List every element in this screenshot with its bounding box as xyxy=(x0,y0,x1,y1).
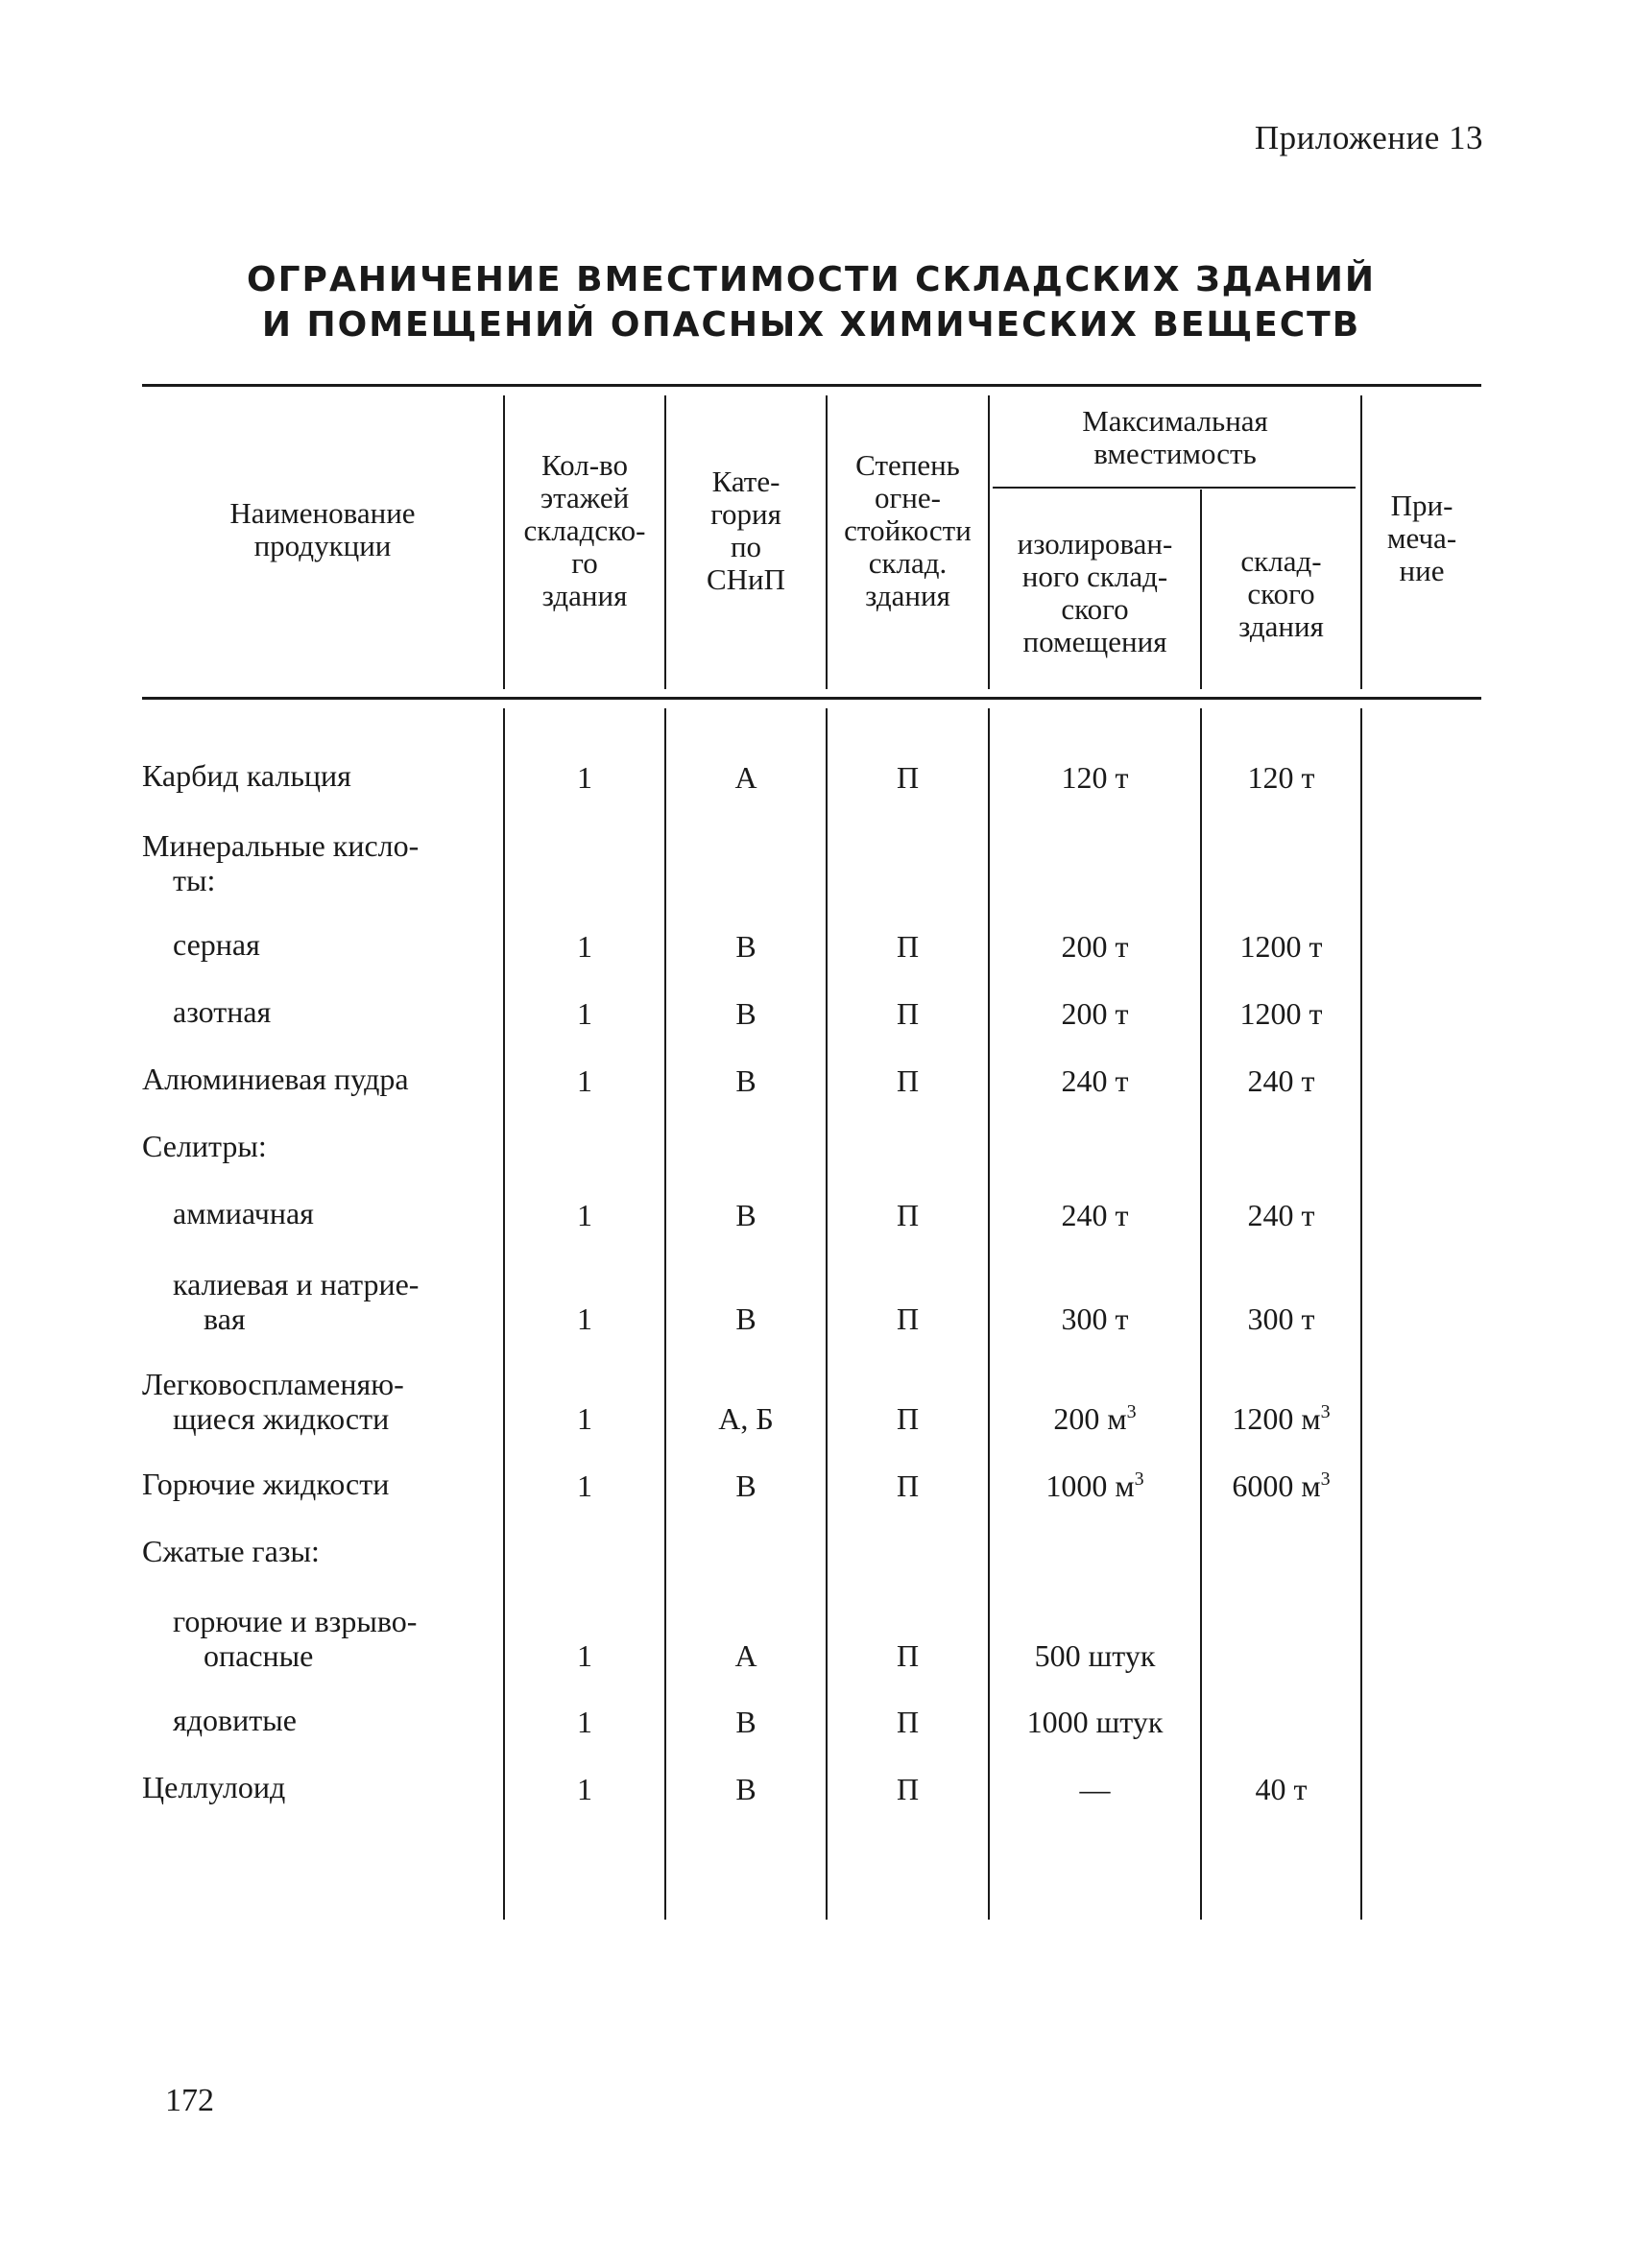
cell-category xyxy=(666,929,826,964)
cell-floors xyxy=(505,1705,664,1739)
cell-value: 1 xyxy=(577,1401,592,1436)
cell-value: В xyxy=(735,1705,756,1739)
cell-value: 200 м xyxy=(1053,1401,1127,1436)
cell-value: 1 xyxy=(577,760,592,795)
cell-fire xyxy=(828,1301,988,1336)
body-divider xyxy=(1360,708,1362,1920)
cell-isolated xyxy=(990,1468,1200,1503)
cell-fire xyxy=(828,1772,988,1806)
unit-superscript: 3 xyxy=(1320,1401,1331,1422)
cell-category xyxy=(666,1705,826,1739)
product-name-line: серная xyxy=(173,927,260,962)
header-line: склад. xyxy=(868,546,948,580)
cell-value: А xyxy=(734,760,757,795)
product-name xyxy=(142,1129,488,1163)
unit-superscript: 3 xyxy=(1126,1401,1137,1422)
cell-category xyxy=(666,1772,826,1806)
cell-value: 1 xyxy=(577,1301,592,1336)
cell-fire xyxy=(828,760,988,795)
product-name-line: Минеральные кисло- xyxy=(142,828,420,863)
cell-isolated xyxy=(990,929,1200,964)
product-name xyxy=(173,1604,490,1673)
cell-value: 240 т xyxy=(1247,1063,1315,1098)
cell-fire xyxy=(828,1468,988,1503)
header-line: изолирован- xyxy=(1017,527,1173,561)
cell-value: П xyxy=(896,1638,920,1673)
cell-value: 500 штук xyxy=(1034,1638,1156,1673)
cell-value: 1 xyxy=(577,1638,592,1673)
product-name-line: Легковоспламеняю- xyxy=(142,1367,404,1401)
cell-value: 1 xyxy=(577,1198,592,1232)
unit-superscript: 3 xyxy=(1320,1468,1331,1490)
header-line: Наименование xyxy=(229,496,416,530)
cell-fire xyxy=(828,1705,988,1739)
cell-building xyxy=(1202,929,1360,964)
header-line: по xyxy=(730,530,762,563)
header-line: Максимальная xyxy=(1082,404,1268,438)
header-line: стойкости xyxy=(844,513,972,547)
product-name xyxy=(142,1770,488,1804)
cell-value: П xyxy=(896,760,920,795)
cell-floors xyxy=(505,1063,664,1098)
cell-value: 200 т xyxy=(1061,996,1129,1031)
cell-floors xyxy=(505,1638,664,1673)
cell-value: П xyxy=(896,1063,920,1098)
cell-value: 240 т xyxy=(1061,1063,1129,1098)
header-line: ние xyxy=(1399,554,1445,587)
cell-value: 1 xyxy=(577,1468,592,1503)
cell-value: 300 т xyxy=(1247,1301,1315,1336)
cell-value: А xyxy=(734,1638,757,1673)
product-name-line: Карбид кальция xyxy=(142,758,351,793)
cell-category xyxy=(666,1301,826,1336)
product-name-line: ты: xyxy=(173,863,216,897)
header-line: помещения xyxy=(1022,625,1167,658)
cell-value: 240 т xyxy=(1247,1198,1315,1232)
header-line: Кол-во xyxy=(541,448,628,482)
header-line: здания xyxy=(1238,609,1324,643)
cell-category xyxy=(666,1198,826,1232)
cell-value: П xyxy=(896,1198,920,1232)
header-line: вместимость xyxy=(1093,437,1257,470)
title-line-1: ОГРАНИЧЕНИЕ ВМЕСТИМОСТИ СКЛАДСКИХ ЗДАНИЙ xyxy=(247,260,1376,299)
header-line: склад- xyxy=(1240,544,1322,578)
cell-floors xyxy=(505,1401,664,1436)
product-name-line: Горючие жидкости xyxy=(142,1467,390,1501)
cell-value: 120 т xyxy=(1061,760,1129,795)
header-max-capacity xyxy=(990,405,1360,470)
header-line: ного склад- xyxy=(1021,560,1168,593)
product-name-line: калиевая и натрие- xyxy=(173,1267,420,1301)
cell-building xyxy=(1202,1401,1360,1436)
cell-floors xyxy=(505,996,664,1031)
header-line: огне- xyxy=(875,481,941,514)
product-name xyxy=(142,1467,488,1501)
product-name-line: Сжатые газы: xyxy=(142,1534,320,1568)
cell-value: В xyxy=(735,1301,756,1336)
cell-value: П xyxy=(896,1301,920,1336)
cell-isolated xyxy=(990,1705,1200,1739)
cell-value: В xyxy=(735,996,756,1031)
cell-value: 1 xyxy=(577,929,592,964)
product-name xyxy=(173,1267,490,1336)
table-top-rule xyxy=(142,384,1481,387)
cell-value: 1200 т xyxy=(1239,996,1323,1031)
cell-fire xyxy=(828,1401,988,1436)
header-line: здания xyxy=(541,579,628,612)
max-capacity-underline xyxy=(993,487,1356,489)
cell-value: 1 xyxy=(577,1772,592,1806)
page-number: 172 xyxy=(165,2083,214,2118)
product-name xyxy=(173,927,490,962)
header-name xyxy=(142,497,503,562)
cell-floors xyxy=(505,1468,664,1503)
header-line: гория xyxy=(710,497,781,531)
cell-isolated xyxy=(990,1301,1200,1336)
cell-building xyxy=(1202,1772,1360,1806)
cell-fire xyxy=(828,1638,988,1673)
cell-isolated xyxy=(990,1638,1200,1673)
header-building xyxy=(1202,545,1360,643)
cell-category xyxy=(666,1638,826,1673)
cell-value: П xyxy=(896,929,920,964)
header-bottom-rule xyxy=(142,697,1481,700)
header-isolated xyxy=(990,528,1200,658)
header-floors xyxy=(505,449,664,612)
product-name-line: Целлулоид xyxy=(142,1770,286,1804)
title-line-2: И ПОМЕЩЕНИЙ ОПАСНЫХ ХИМИЧЕСКИХ ВЕЩЕСТВ xyxy=(261,305,1361,345)
document-title xyxy=(144,257,1478,347)
product-name xyxy=(142,1062,488,1096)
cell-building xyxy=(1202,996,1360,1031)
header-line: го xyxy=(571,546,598,580)
header-note xyxy=(1362,489,1481,587)
product-name xyxy=(142,828,488,897)
header-line: этажей xyxy=(540,481,630,514)
cell-isolated xyxy=(990,1401,1200,1436)
unit-superscript: 3 xyxy=(1134,1468,1144,1490)
cell-category xyxy=(666,996,826,1031)
header-line: здания xyxy=(865,579,950,612)
cell-value: В xyxy=(735,1063,756,1098)
cell-floors xyxy=(505,929,664,964)
cell-category xyxy=(666,1468,826,1503)
cell-floors xyxy=(505,760,664,795)
product-name xyxy=(173,1703,490,1737)
product-name xyxy=(173,1196,490,1230)
cell-value: П xyxy=(896,1705,920,1739)
product-name-line: щиеся жидкости xyxy=(173,1401,390,1436)
cell-floors xyxy=(505,1198,664,1232)
header-fire xyxy=(828,449,988,612)
product-name-line: Алюминиевая пудра xyxy=(142,1062,409,1096)
cell-value: — xyxy=(1079,1772,1111,1806)
cell-fire xyxy=(828,1063,988,1098)
cell-building xyxy=(1202,1468,1360,1503)
cell-building xyxy=(1202,1198,1360,1232)
header-line: ского xyxy=(1061,592,1129,626)
cell-fire xyxy=(828,929,988,964)
header-line: меча- xyxy=(1386,521,1457,555)
cell-isolated xyxy=(990,1198,1200,1232)
product-name-line: азотная xyxy=(173,994,272,1029)
cell-value: 1000 м xyxy=(1045,1468,1135,1503)
product-name xyxy=(142,1367,488,1436)
appendix-label: Приложение 13 xyxy=(1254,119,1483,156)
header-line: СНиП xyxy=(706,562,786,596)
cell-value: В xyxy=(735,1198,756,1232)
cell-value: 1 xyxy=(577,1705,592,1739)
cell-value: В xyxy=(735,1468,756,1503)
product-name-line: аммиачная xyxy=(173,1196,314,1230)
cell-isolated xyxy=(990,1063,1200,1098)
header-line: При- xyxy=(1390,489,1453,522)
cell-value: А, Б xyxy=(718,1401,774,1436)
cell-value: В xyxy=(735,929,756,964)
header-line: Кате- xyxy=(711,465,780,498)
cell-value: П xyxy=(896,1401,920,1436)
cell-value: 6000 м xyxy=(1232,1468,1321,1503)
cell-value: П xyxy=(896,1772,920,1806)
product-name-line: горючие и взрыво- xyxy=(173,1604,418,1638)
product-name-line: вая xyxy=(204,1301,246,1336)
product-name-line: Селитры: xyxy=(142,1129,267,1163)
cell-value: 40 т xyxy=(1255,1772,1308,1806)
cell-isolated xyxy=(990,760,1200,795)
cell-value: 1200 т xyxy=(1239,929,1323,964)
header-line: продукции xyxy=(253,529,392,562)
cell-value: 1 xyxy=(577,996,592,1031)
product-name xyxy=(142,1534,488,1568)
cell-fire xyxy=(828,1198,988,1232)
cell-fire xyxy=(828,996,988,1031)
cell-category xyxy=(666,1063,826,1098)
cell-value: 240 т xyxy=(1061,1198,1129,1232)
cell-building xyxy=(1202,1063,1360,1098)
cell-value: П xyxy=(896,1468,920,1503)
header-line: складско- xyxy=(523,513,646,547)
cell-value: 200 т xyxy=(1061,929,1129,964)
cell-category xyxy=(666,760,826,795)
cell-floors xyxy=(505,1772,664,1806)
cell-value: 300 т xyxy=(1061,1301,1129,1336)
header-line: ского xyxy=(1247,577,1315,610)
product-name-line: опасные xyxy=(204,1638,314,1673)
cell-building xyxy=(1202,1301,1360,1336)
cell-building xyxy=(1202,760,1360,795)
product-name-line: ядовитые xyxy=(173,1703,297,1737)
product-name xyxy=(173,994,490,1029)
cell-value: 120 т xyxy=(1247,760,1315,795)
header-category xyxy=(666,466,826,596)
cell-value: П xyxy=(896,996,920,1031)
cell-value: 1 xyxy=(577,1063,592,1098)
cell-isolated xyxy=(990,996,1200,1031)
cell-value: 1200 м xyxy=(1232,1401,1321,1436)
cell-value: 1000 штук xyxy=(1026,1705,1164,1739)
cell-floors xyxy=(505,1301,664,1336)
header-line: Степень xyxy=(855,448,960,482)
cell-category xyxy=(666,1401,826,1436)
cell-isolated xyxy=(990,1772,1200,1806)
cell-value: В xyxy=(735,1772,756,1806)
product-name xyxy=(142,758,488,793)
